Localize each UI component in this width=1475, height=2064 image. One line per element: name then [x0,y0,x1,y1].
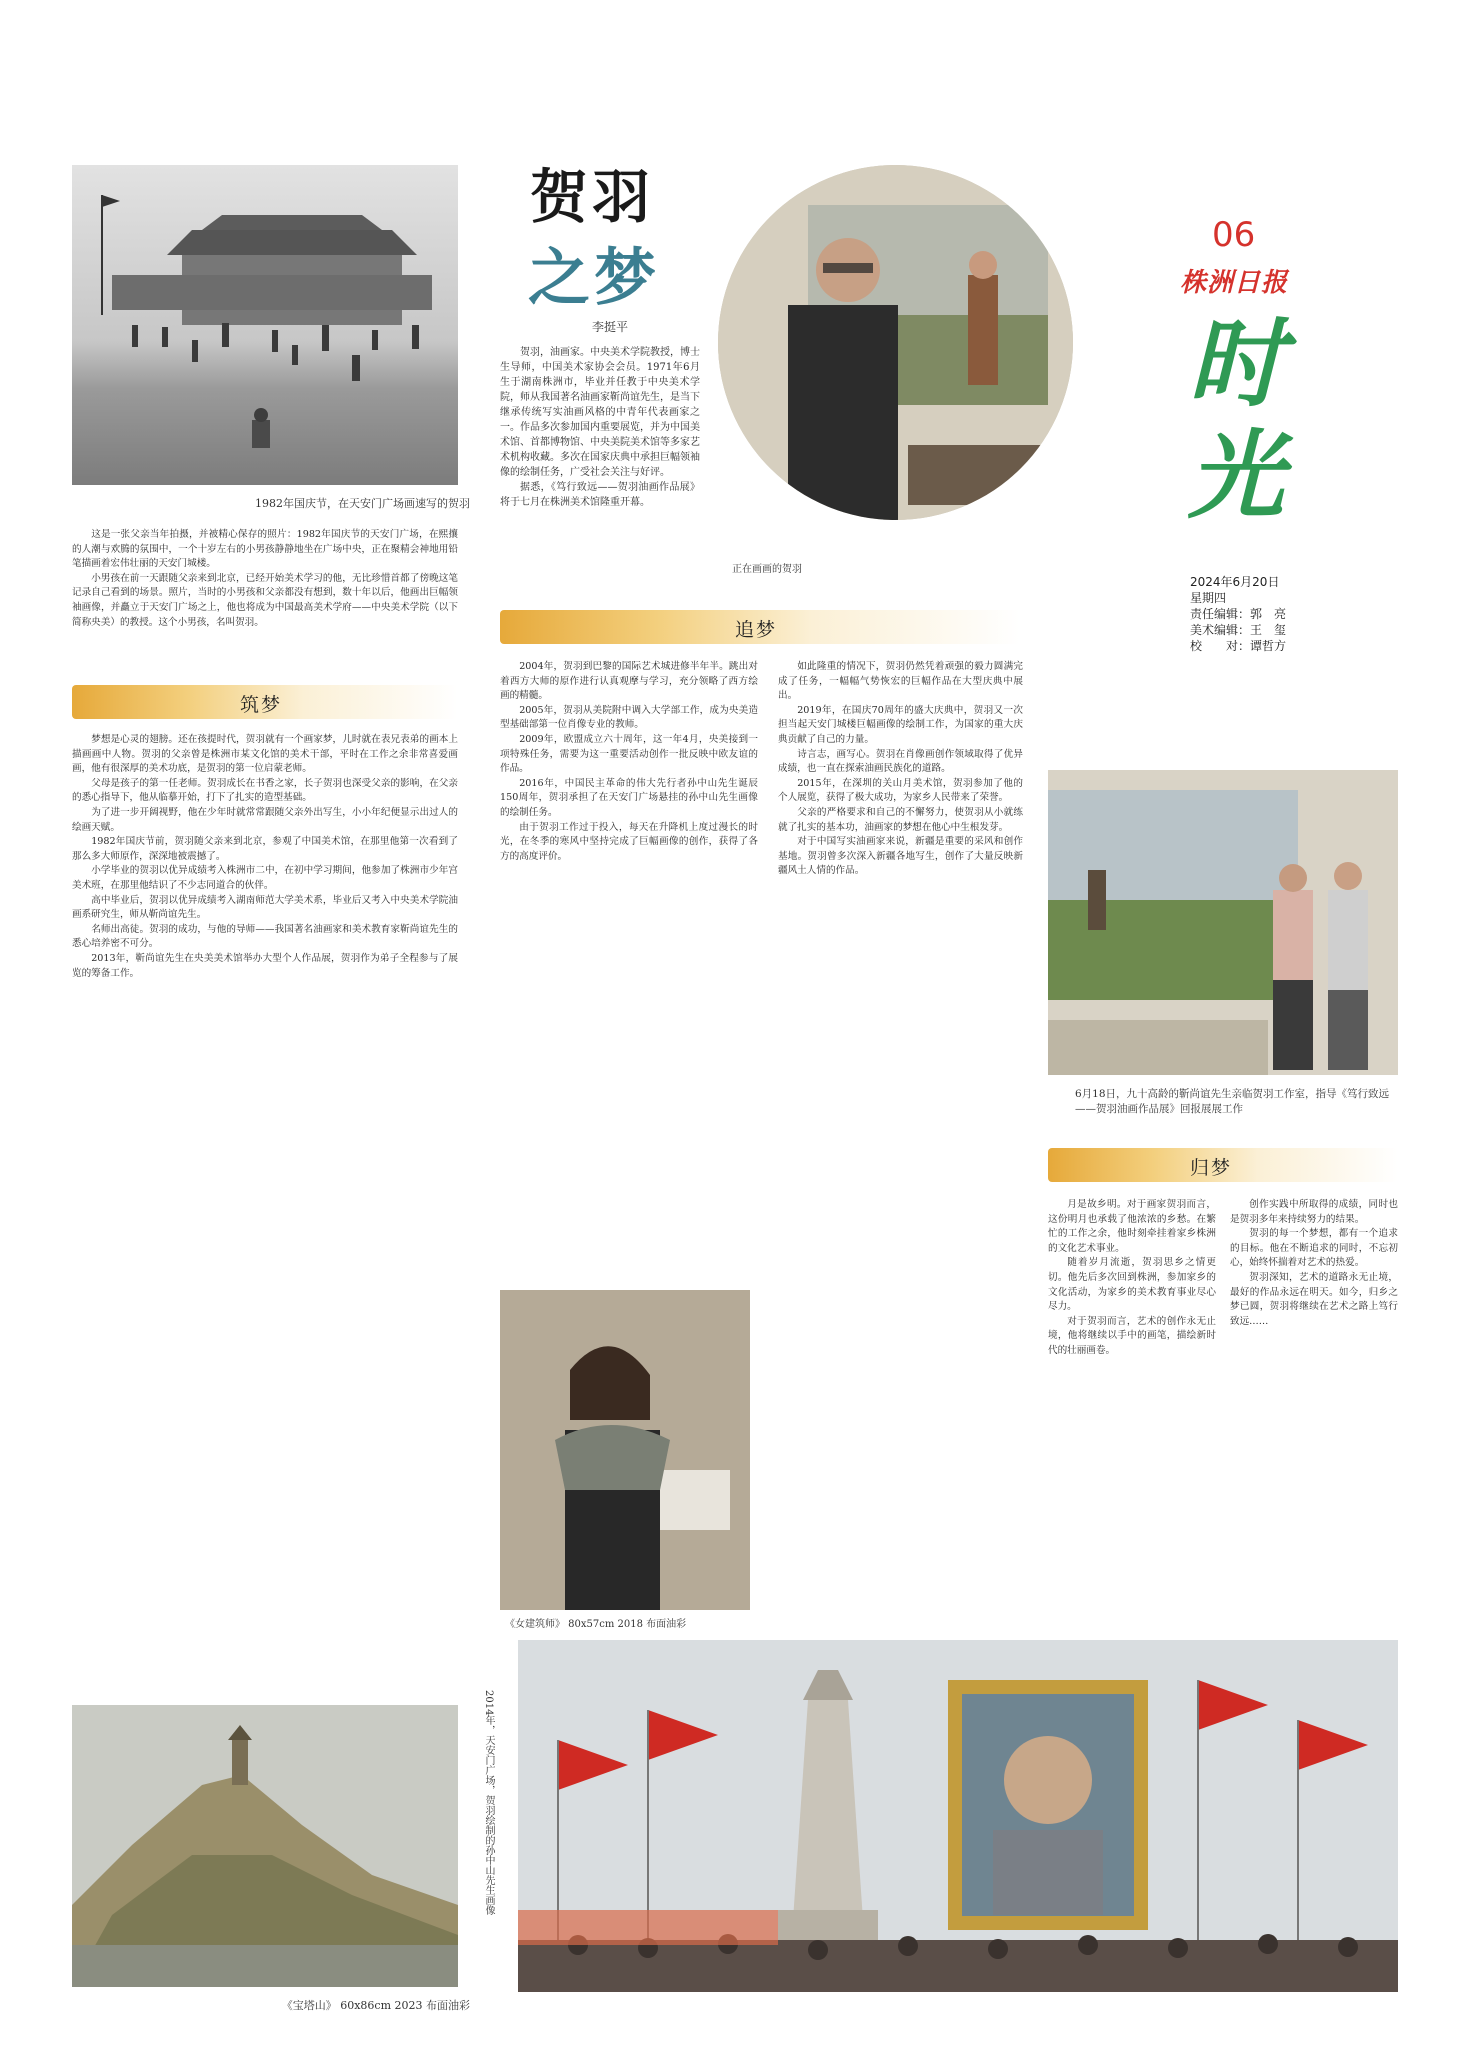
zhuimeng-paragraph: 2004年，贺羽到巴黎的国际艺术城进修半年半。跳出对着西方大师的原作进行认真观摩与学习，充分领略了西方绘画的精髓。 [500,661,758,702]
headline-author: 李挺平 [592,320,629,334]
caption-painter-portrait: 正在画画的贺羽 [732,564,802,575]
guimeng-paragraph: 对于贺羽而言，艺术的创作永无止境，他将继续以手中的画笔，描绘新时代的壮丽画卷。 [1048,1315,1216,1356]
guimeng-paragraph: 创作实践中所取得的成绩，同时也是贺羽多年来持续努力的结果。 [1230,1199,1398,1225]
headline-line1: 贺羽 [530,163,655,231]
editor-line: 责任编辑：郭 亮 [1190,607,1287,621]
zhumeng-paragraph: 为了进一步开阔视野，他在少年时就常常跟随父亲外出写生，小小年纪便显示出过人的绘画天赋。 [72,806,458,833]
zhuimeng-paragraph: 2005年，贺羽从美院附中调入大学部工作，成为央美造型基础部第一位肖像专业的教师。 [500,704,758,731]
editor-line: 校 对：谭哲方 [1190,639,1287,653]
caption-tiananmen-1982: 1982年国庆节，在天安门广场画速写的贺羽 [255,497,470,510]
caption-tiananmen-2014: 2014年，天安门广场，贺羽绘制的孙中山先生画像 [483,1690,494,1916]
photo-tiananmen-1982 [72,165,458,485]
zhuimeng-paragraph: 由于贺羽工作过于投入，每天在升降机上度过漫长的时光，在冬季的寒风中坚持完成了巨幅画像的创作，获得了各方的高度评价。 [500,821,758,862]
section-title-guimeng: 归梦 [1190,1157,1233,1179]
guimeng-paragraph: 随着岁月流逝，贺羽思乡之情更切。他先后多次回到株洲，参加家乡的文化活动，为家乡的美术教育事业尽心尽力。 [1048,1257,1216,1313]
zhuimeng-paragraph: 对于中国写实油画家来说，新疆是重要的采风和创作基地。贺羽曾多次深入新疆各地写生，创作了大量反映新疆风土人情的作品。 [778,836,1023,877]
intro-text: 贺羽，油画家。中央美术学院教授，博士生导师，中国美术家协会会员。1971年6月生于湖南株洲市，毕业并任教于中央美术学院，师从我国著名油画家靳尚谊先生，是当下继承传统写实油画风格的中青年代表画家之一。作品多次参加国内重要展览，并为中国美术馆、首都博物馆、中央美院美术馆等多家艺术机构收藏。多次在国家庆典中承担巨幅领袖像的绘制任务，广受社会关注与好评。 [500,347,700,478]
baota-drawing [72,1705,458,1987]
caption-baota: 《宝塔山》 60x86cm 2023 布面油彩 [281,1999,470,2012]
wife-painting-drawing [500,1290,750,1610]
section-title-zhuimeng: 追梦 [735,619,778,641]
studio-visit-drawing [1048,770,1398,1075]
zhuimeng-right-text [778,660,1023,1670]
intro-blurb [500,345,700,585]
caption-wife-painting: 《女建筑师》 80x57cm 2018 布面油彩 [505,1619,687,1630]
tiananmen-1982-drawing [72,165,458,485]
zhuimeng-paragraph: 2009年，欧盟成立六十周年，这一年4月，央美接到一项特殊任务，需要为这一重要活动创作一批反映中欧友谊的作品。 [500,733,758,775]
opening-paragraph: 小男孩在前一天跟随父亲来到北京，已经开始美术学习的他，无比珍惜首都了傍晚这笔记录自己看到的场景。照片，当时的小男孩和父亲都没有想到，数十年以后，他画出巨幅领袖画像，并矗立于天安门广场之上，他也将成为中国最高美术学府——中央美术学院（以下简称央美）的教授。这个小男孩，名叫贺羽。 [72,572,458,628]
opening-paragraph: 这是一张父亲当年拍摄，并被精心保存的照片：1982年国庆节的天安门广场，在熙攘的人潮与欢腾的氛围中，一个十岁左右的小男孩静静地坐在广场中央，正在聚精会神地用铅笔描画着宏伟壮丽的天安门城楼。 [72,529,458,570]
zhumeng-paragraph: 名师出高徒。贺羽的成功，与他的导师——我国著名油画家和美术教育家靳尚谊先生的悉心培养密不可分。 [72,923,458,950]
zhumeng-paragraph: 高中毕业后，贺羽以优异成绩考入湖南师范大学美术系，毕业后又考入中央美术学院油画系研究生，师从靳尚谊先生。 [72,894,458,921]
guimeng-paragraph: 贺羽的每一个梦想，都有一个追求的目标。他在不断追求的同时，不忘初心，始终怀揣着对艺术的热爱。 [1230,1228,1398,1269]
section-name: 时光 [1188,307,1284,532]
zhumeng-paragraph: 2013年，靳尚谊先生在央美美术馆举办大型个人作品展，贺羽作为弟子全程参与了展览的筹备工作。 [72,952,458,979]
editor-line: 美术编辑：王 玺 [1190,623,1287,637]
zhumeng-paragraph: 父母是孩子的第一任老师。贺羽成长在书香之家，长子贺羽也深受父亲的影响，在父亲的悉心指导下，他从临摹开始，打下了扎实的造型基础。 [72,777,458,804]
issue-date: 2024年6月20日 [1190,575,1280,589]
section-title-zhumeng: 筑梦 [240,694,283,716]
zhuimeng-paragraph: 诗言志，画写心。贺羽在肖像画创作领域取得了优异成绩，也一直在探索油画民族化的道路。 [778,748,1023,775]
tiananmen-2014-drawing [518,1640,1398,1992]
guimeng-paragraph: 月是故乡明。对于画家贺羽而言，这份明月也承载了他浓浓的乡愁。在繁忙的工作之余，他时刻牵挂着家乡株洲的文化艺术事业。 [1048,1199,1216,1254]
opening-text [72,528,458,678]
zhuimeng-paragraph: 2016年，中国民主革命的伟大先行者孙中山先生诞辰150周年，贺羽承担了在天安门广场悬挂的孙中山先生画像的绘制任务。 [500,777,758,818]
headline-line2: 之梦 [528,241,661,314]
photo-painter-portrait [718,165,1073,520]
zhumeng-paragraph: 小学毕业的贺羽以优异成绩考入株洲市二中，在初中学习期间，他参加了株洲市少年宫美术班，在那里他结识了不少志同道合的伙伴。 [72,865,458,891]
page-number: 06 [1212,215,1256,255]
zhumeng-paragraph: 1982年国庆节前，贺羽随父亲来到北京，参观了中国美术馆，在那里他第一次看到了那么多大师原作，深深地被震撼了。 [72,836,458,862]
issue-weekday: 星期四 [1190,591,1227,605]
photo-wife-painting [500,1290,750,1610]
photo-baota-painting [72,1705,458,1987]
zhuimeng-paragraph: 父亲的严格要求和自己的不懈努力，使贺羽从小就练就了扎实的基本功，油画家的梦想在他心中生根发芽。 [778,806,1023,833]
zhuimeng-paragraph: 如此隆重的情况下，贺羽仍然凭着顽强的毅力圆满完成了任务，一幅幅气势恢宏的巨幅作品在大型庆典中展出。 [778,661,1023,702]
caption-studio-visit: 6月18日，九十高龄的靳尚谊先生亲临贺羽工作室，指导《笃行致远——贺羽油画作品展》回报展展工作 [1075,1088,1390,1115]
zhumeng-text [72,733,458,1688]
intro-note: 据悉，《笃行致远——贺羽油画作品展》将于七月在株洲美术馆隆重开幕。 [500,482,700,508]
zhuimeng-paragraph: 2015年，在深圳的关山月美术馆，贺羽参加了他的个人展览，获得了极大成功，为家乡人民带来了荣誉。 [778,777,1023,804]
guimeng-paragraph: 贺羽深知，艺术的道路永无止境，最好的作品永远在明天。如今，归乡之梦已圆，贺羽将继续在艺术之路上笃行致远…… [1230,1271,1398,1327]
painter-portrait-drawing [718,165,1073,520]
zhuimeng-paragraph: 2019年，在国庆70周年的盛大庆典中，贺羽又一次担当起天安门城楼巨幅画像的绘制工作，为国家的重大庆典贡献了自己的力量。 [778,704,1023,745]
zhumeng-paragraph: 梦想是心灵的翅膀。还在孩提时代，贺羽就有一个画家梦，儿时就在表兄表弟的画本上描画画中人物。贺羽的父亲曾是株洲市某文化馆的美术干部，平时在工作之余非常喜爱画画，他有很深厚的美术功底，是贺羽的第一位启蒙老师。 [72,734,458,775]
photo-tiananmen-2014 [518,1640,1398,1992]
paper-name: 株洲日报 [1180,268,1289,298]
photo-studio-visit [1048,770,1398,1075]
